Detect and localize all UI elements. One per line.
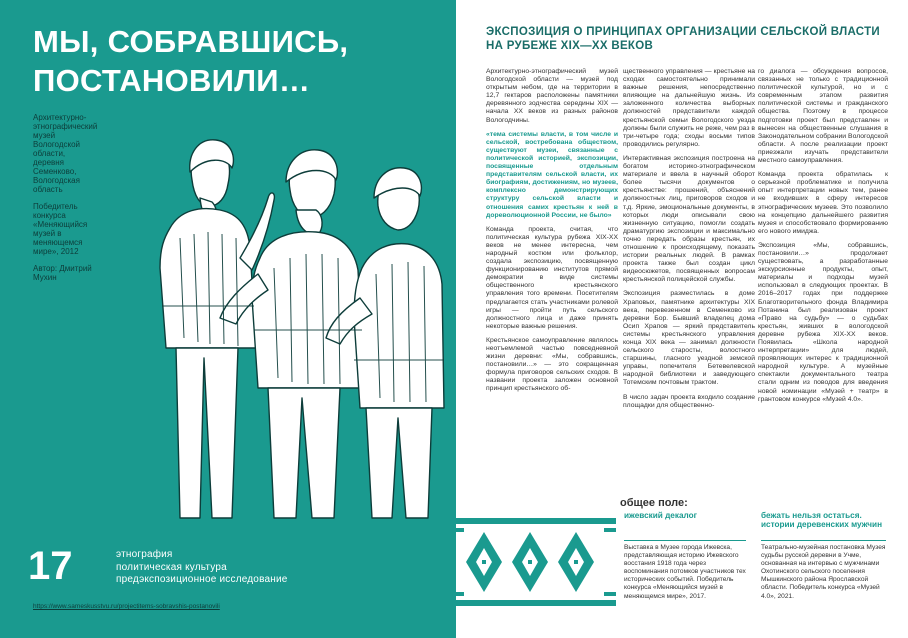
card-text: Выставка в Музее города Ижевска, представляющая историю Ижевского восстания 1918 года через воспоминания потомков участников тех исторических событий. Победитель конкурса «Меняющийся музей в меняющемся мире», 2017.: [624, 544, 746, 600]
related-project-card[interactable]: [761, 512, 886, 601]
divider: [624, 540, 746, 541]
card-title: бежать нельзя остаться. истории деревенских мужчин: [761, 511, 883, 529]
paragraph: Архитектурно-этнографический музей Вологодской области — музей под открытым небом, где на территории в 12,7 гектаров расположены памятники деревянного зодчества середины XIX — начала XX веков из разных районов Вологодчины.: [486, 68, 618, 124]
tag: этнография: [116, 549, 173, 560]
project-caption: [33, 113, 98, 290]
paragraph: Экспозиция разместилась в доме Храповых, памятнике архитектуры XIX века, перевезенном в Семенково из деревни Бор. Бывший владелец дома Осип Храпов — яркий представитель системы крестьянского управления конца XIX века — занимал должности сельского старосты, волостного старшины, гласного уездной земской управы, попечителя Бетевелевской народной библиотеки и заведующего Тотемским почтовым трактом.: [623, 290, 755, 387]
paragraph: В число задач проекта входило создание площадки для общественно-: [623, 393, 755, 409]
paragraph: Интерактивная экспозиция построена на богатом историко-этнографическом материале и ввела в научный оборот более тысячи документов о крестьянстве: прошений, объяснений должностных лиц, приговоров сходов и т.д. Яркие, эмоциональные документы, в которых люди описывали свою жизненную ситуацию, помогли создать драматургию экспозиции и максимально точно передать образы крестьян, их отношение к происходящему, показать истории реальных людей. В рамках проекта также был создан цикл видеосюжетов, посвященных вопросам крестьянской полицейской службы.: [623, 154, 755, 284]
paragraph: Команда проекта обратилась к серьезной проблематике и получила опыт интерпретации новых тем, ранее не входивших в сферу интересов этнографических музеев. Это позволило на концепцию дальнейшего развития музея и способствовало формированию его нового имиджа.: [758, 171, 888, 235]
source-link[interactable]: https://www.sameskusstvu.ru/projectitems-sobravshis-postanovili: [33, 603, 220, 610]
caption-author: Автор: Дмитрий Мухин: [33, 264, 92, 282]
tag: предэкспозиционное исследование: [116, 574, 288, 585]
project-number: 17: [28, 544, 73, 588]
related-project-card[interactable]: [624, 512, 746, 601]
paragraph: щественного управления — крестьяне на сходах самостоятельно принимали важные решения, непосредственно влияющие на дальнейшую жизнь. Из заложенного количества выборных должностей представители каждой крестьянской семьи Вологодского уезда должны были служить не реже, чем раз в три-четыре года; сходы восьми типов проводились регулярно.: [623, 68, 755, 148]
article-title: ЭКСПОЗИЦИЯ О ПРИНЦИПАХ ОРГАНИЗАЦИИ СЕЛЬСКОЙ ВЛАСТИ НА РУБЕЖЕ XIX—XX ВЕКОВ: [486, 26, 880, 52]
text-column-1: [486, 68, 618, 400]
quote: «тема системы власти, в том числе и сельской, востребована обществом, существуют музеи, связанные с политической историей, экспозиции, посвященные отдельным представителям сельской власти, их биографиям, достижениям, но музеев, комплексно демонстрирующих структуру сельской власти и отношения самих крестьян к ней в дореволюционной России, не было»: [486, 130, 618, 219]
card-text: Театрально-музейная постановка Музея судьбы русской деревни в Учме, основанная на интервью с мужчинами Охотинского сельского поселения Мышкинского района Ярославской области. Победитель конкурса «Музей 4.0», 2021.: [761, 544, 886, 600]
peasants-illustration: [140, 98, 450, 528]
common-field-heading: общее поле:: [620, 497, 688, 509]
caption-winner: Победитель конкурса «Меняющийся музей в меняющемся мире», 2012: [33, 202, 88, 256]
tag: политическая культура: [116, 561, 227, 573]
divider: [761, 540, 886, 541]
text-column-2: [623, 68, 755, 416]
page-title: МЫ, СОБРАВШИСЬ, ПОСТАНОВИЛИ…: [33, 24, 349, 98]
text-column-3: [758, 68, 888, 410]
project-tags: [116, 549, 288, 587]
paragraph: Экспозиция «Мы, собравшись, постановили…» продолжает существовать, а разработанные экскурсионные продукты, опыт, материалы и подходы музей использовал в следующих проектах. В 2016–2017 годах при поддержке Благотворительного фонда Владимира Потанина был реализован проект «Право на судьбу» — о судьбах крестьян, живших в вологодской деревне рубежа XIX-XX веков. Появилась «Школа народной интерпретации» для людей, проявляющих интерес к традиционной народной культуре. А музейные спектакли документального театра стали одним из поводов для введения новой номинации «Музей + театр» в грантовом конкурсе «Музей 4.0».: [758, 241, 888, 403]
paragraph: Крестьянское самоуправление являлось неотъемлемой частью повседневной жизни деревни: «Мы, собравшись, постановили…» — это сокращенная формула приговоров сельских сходов. В названии проекта заложен основной принцип крестьянского об-: [486, 336, 618, 393]
card-title: ижевский декалог: [624, 511, 698, 520]
paragraph: го диалога — обсуждения вопросов, связанных не только с традиционной политической культурой, но и с современным этапом развития политической системы и гражданского общества. Поэтому в процессе подготовки проект был представлен и вынесен на общественные слушания в Законодательном собрании Вологодской области. А после реализации проект приезжали изучать представители местного самоуправления.: [758, 68, 888, 165]
caption-museum: Архитектурно-этнографический музей Вологодской области, деревня Семенково, Вологодская область: [33, 113, 98, 194]
paragraph: Команда проекта, считая, что политическая культура рубежа XIX-XX веков не менее интересна, чем народный костюм или фольклор, создала экспозицию, посвященную функционированию институтов прямой демократии в виде системы общественного крестьянского управления того времени. Посетителям предлагается стать участниками ролевой игры — пройти путь сельского должностного лица и даже принять некоторые важные решения.: [486, 225, 618, 330]
ornament-pattern: [456, 518, 616, 606]
